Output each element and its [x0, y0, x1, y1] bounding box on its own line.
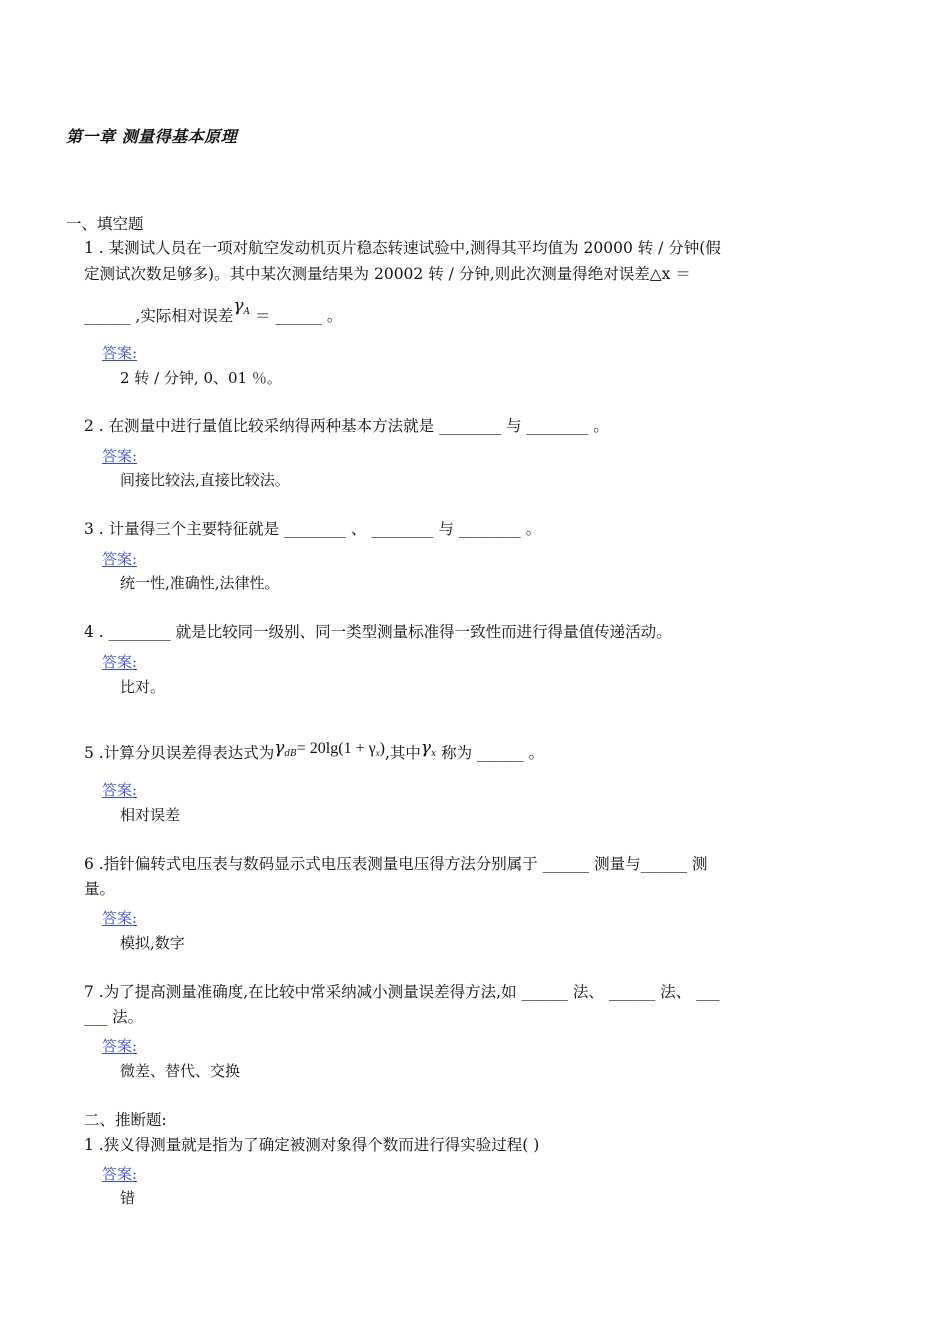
- section-heading-judgement: 二、推断题:: [84, 1111, 167, 1129]
- answer-link-3[interactable]: 答案:: [102, 550, 138, 568]
- question-1-line-1: 1 . 某测试人员在一项对航空发动机页片稳态转速试验中,测得其平均值为 20000 转 / 分钟(假: [84, 239, 721, 257]
- answer-4-text: 比对。: [120, 678, 166, 696]
- answer-link-5[interactable]: 答案:: [102, 781, 138, 799]
- answer-link-1[interactable]: 答案:: [102, 344, 138, 362]
- question-6-line-2: 量。: [84, 880, 116, 898]
- answer-2-text: 间接比较法,直接比较法。: [120, 471, 290, 489]
- answer-1-text: 2 转 / 分钟, 0、01 ％。: [120, 369, 282, 387]
- judgement-question-1: 1 .狭义得测量就是指为了确定被测对象得个数而进行得实验过程( ): [84, 1136, 540, 1154]
- answer-link-7[interactable]: 答案:: [102, 1037, 138, 1055]
- answer-6-text: 模拟,数字: [120, 934, 185, 952]
- question-5: [84, 738, 544, 766]
- question-4: 4 . ________ 就是比较同一级别、同一类型测量标准得一致性而进行得量值传递活动。: [84, 623, 672, 641]
- question-7-line-2: ___ 法。: [84, 1008, 144, 1026]
- answer-link-4[interactable]: 答案:: [102, 653, 138, 671]
- question-1-blank-text-2: ＝ ______ 。: [254, 307, 343, 325]
- question-5-text-a: 5 .计算分贝误差得表达式为: [84, 744, 275, 762]
- question-7-line-1: 7 .为了提高测量准确度,在比较中常采纳减小测量误差得方法,如 ______ 法、 ______ 法、 ___: [84, 983, 720, 1001]
- question-2: 2 . 在测量中进行量值比较采纳得两种基本方法就是 ________ 与 ________ 。: [84, 417, 609, 435]
- answer-5-text: 相对误差: [120, 806, 181, 824]
- question-1-line-3: [84, 296, 343, 329]
- judgement-answer-1-text: 错: [120, 1189, 136, 1207]
- question-3: 3 . 计量得三个主要特征就是 ________ 、 ________ 与 ________ 。: [84, 520, 542, 538]
- gamma-dB-symbol: γdB: [274, 738, 297, 759]
- answer-link-6[interactable]: 答案:: [102, 909, 138, 927]
- question-6-line-1: 6 .指针偏转式电压表与数码显示式电压表测量电压得方法分别属于 ______ 测量与______ 测: [84, 855, 708, 873]
- answer-7-text: 微差、替代、交换: [120, 1062, 241, 1080]
- section-heading-fill-blank: 一、填空题: [66, 215, 144, 233]
- question-1-blank-text: ______ ,实际相对误差: [84, 307, 234, 325]
- question-1-line-2: 定测试次数足够多)。其中某次测量结果为 20002 转 / 分钟,则此次测量得绝对误差△x ＝: [84, 265, 691, 283]
- db-error-formula: = 20lg(1 + γx): [296, 740, 385, 758]
- answer-link-2[interactable]: 答案:: [102, 447, 138, 465]
- answer-3-text: 统一性,准确性,法律性。: [120, 574, 280, 592]
- chapter-title: 第一章 测量得基本原理: [66, 127, 238, 146]
- question-5-text-b: ,其中: [384, 744, 421, 762]
- answer-link-8[interactable]: 答案:: [102, 1165, 138, 1183]
- question-5-text-c: 称为 ______ 。: [441, 744, 544, 762]
- gamma-A-symbol: γA: [233, 296, 251, 317]
- gamma-x-symbol: γx: [420, 738, 437, 759]
